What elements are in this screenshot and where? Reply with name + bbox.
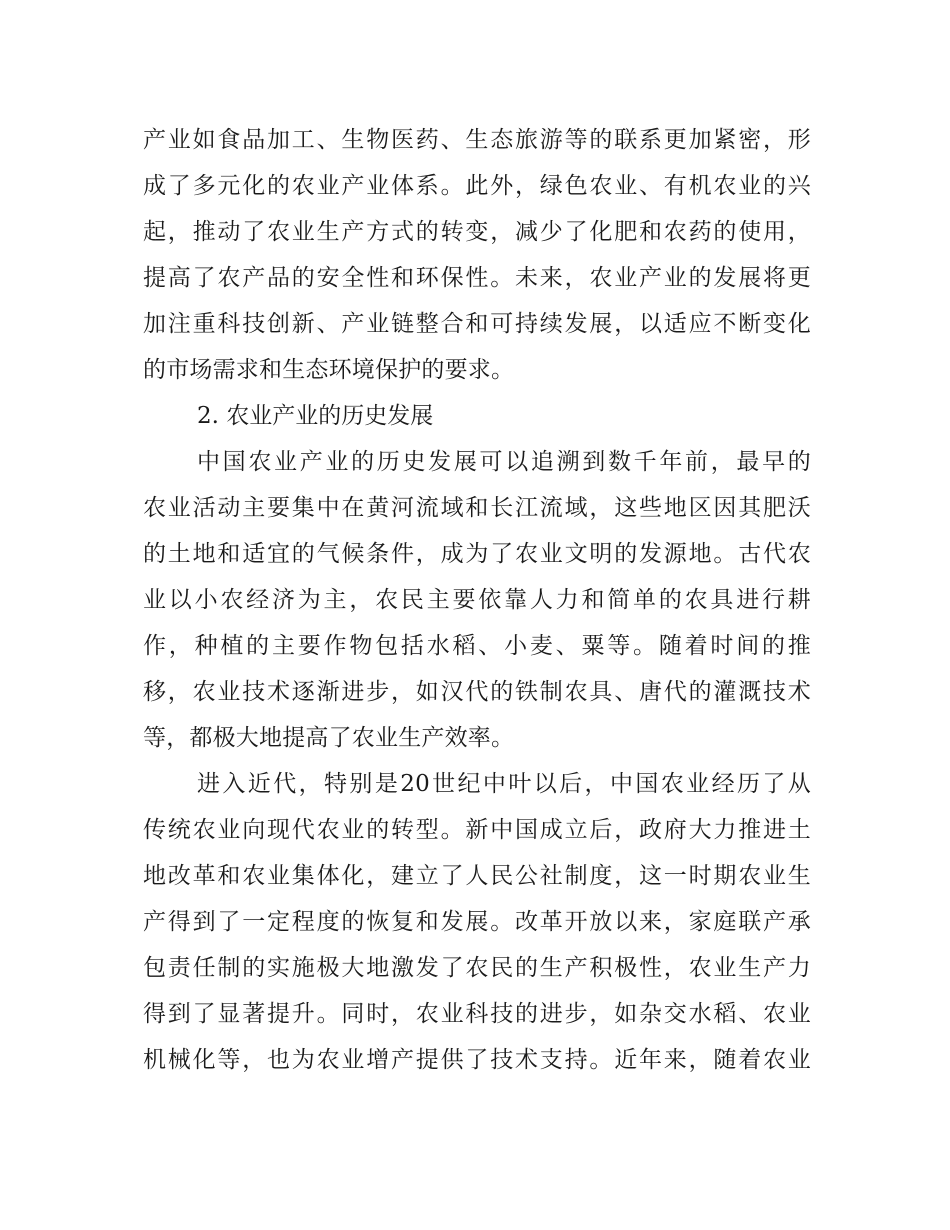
paragraph-line: 业以小农经济为主，农民主要依靠人力和简单的农具进行耕 [143,587,811,613]
paragraph-line: 成了多元化的农业产业体系。此外，绿色农业、有机农业的兴 [143,173,811,199]
paragraph-line: 加注重科技创新、产业链整合和可持续发展，以适应不断变化 [143,311,811,337]
paragraph-line: 提高了农产品的安全性和环保性。未来，农业产业的发展将更 [143,265,811,291]
paragraph-line: 得到了显著提升。同时，农业科技的进步，如杂交水稻、农业 [143,1001,811,1027]
paragraph-line: 起，推动了农业生产方式的转变，减少了化肥和农药的使用， [143,219,811,245]
paragraph-line: 的市场需求和生态环境保护的要求。 [143,357,515,383]
paragraph-line: 产得到了一定程度的恢复和发展。改革开放以来，家庭联产承 [143,909,811,935]
paragraph-line: 农业活动主要集中在黄河流域和长江流域，这些地区因其肥沃 [143,495,811,521]
paragraph-line: 的土地和适宜的气候条件，成为了农业文明的发源地。古代农 [143,541,811,567]
paragraph-line: 地改革和农业集体化，建立了人民公社制度，这一时期农业生 [143,863,811,889]
paragraph-line: 等，都极大地提高了农业生产效率。 [143,725,515,751]
paragraph-line: 产业如食品加工、生物医药、生态旅游等的联系更加紧密，形 [143,127,811,153]
paragraph-line: 包责任制的实施极大地激发了农民的生产积极性，农业生产力 [143,955,811,981]
paragraph-line: 机械化等，也为农业增产提供了技术支持。近年来，随着农业 [143,1047,811,1073]
paragraph-line: 中国农业产业的历史发展可以追溯到数千年前，最早的 [197,449,811,475]
paragraph-line: 传统农业向现代农业的转型。新中国成立后，政府大力推进土 [143,817,811,843]
paragraph-line: 移，农业技术逐渐进步，如汉代的铁制农具、唐代的灌溉技术 [143,679,811,705]
paragraph-line: 作，种植的主要作物包括水稻、小麦、粟等。随着时间的推 [143,633,811,659]
section-heading: 2. 农业产业的历史发展 [197,403,434,429]
paragraph-line: 进入近代，特别是20世纪中叶以后，中国农业经历了从 [197,771,811,797]
